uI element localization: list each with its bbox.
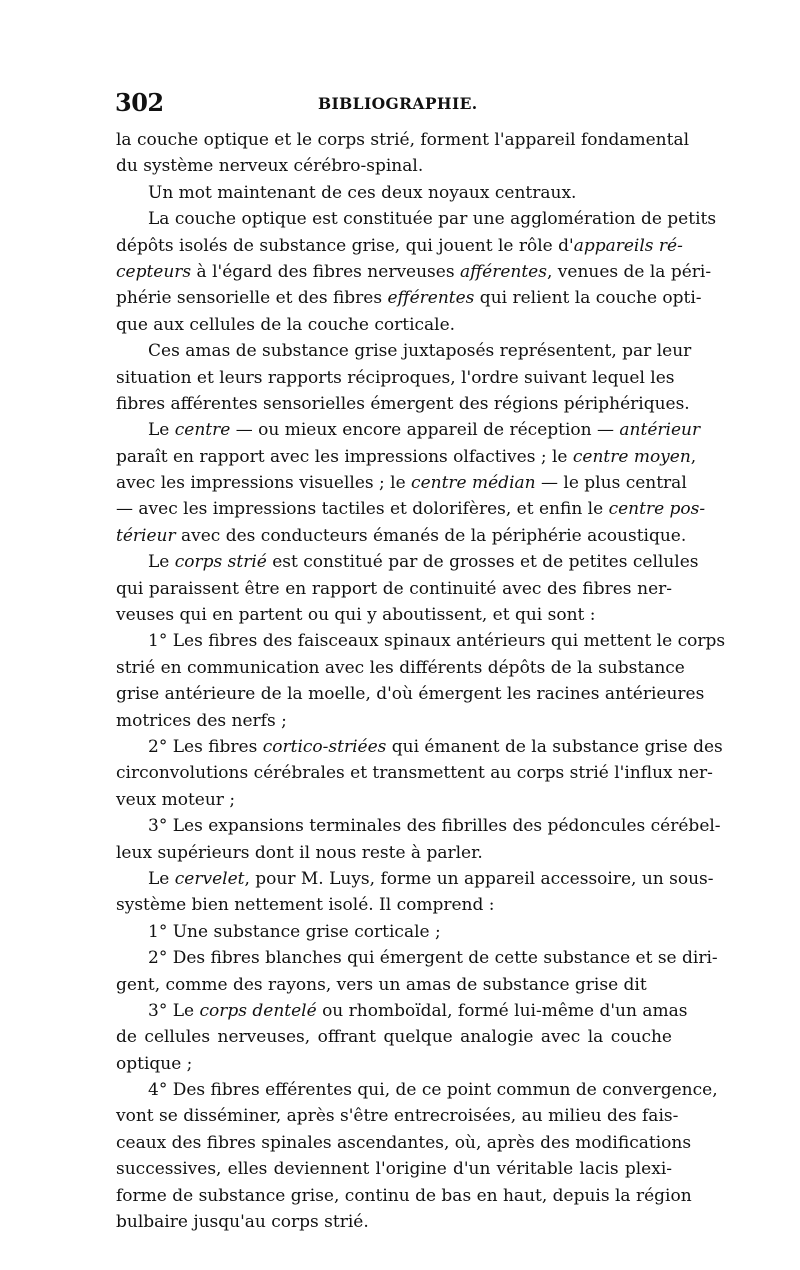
text-run: 2° Les fibres <box>148 736 263 757</box>
text-run: qui paraissent être en rapport de continuité avec des fibres ner- <box>116 578 672 599</box>
italic-text: cortico-striées <box>262 736 387 757</box>
page-header <box>115 88 675 118</box>
text-line <box>116 681 705 707</box>
italic-text: afférentes <box>459 261 547 282</box>
text-run: vont se disséminer, après s'être entrecroisées, au milieu des fais- <box>116 1106 679 1127</box>
italic-text: centre <box>174 420 231 441</box>
text-run: veux moteur ; <box>116 789 236 810</box>
text-run: paraît en rapport avec les impressions olfactives ; le <box>116 446 573 467</box>
italic-text: corps dentelé <box>199 1000 317 1021</box>
text-line <box>116 470 687 496</box>
text-run: 2° Des fibres blanches qui émergent de cette substance et se diri- <box>148 948 718 969</box>
text-run: successives, elles deviennent l'origine d'un véritable lacis plexi- <box>116 1159 672 1180</box>
text-run: , pour M. Luys, forme un appareil accessoire, un sous- <box>244 868 714 889</box>
italic-text: cepteurs <box>116 261 192 282</box>
text-line <box>116 549 699 575</box>
text-line <box>116 259 712 285</box>
text-line <box>116 444 697 470</box>
text-run: — ou mieux encore appareil de réception — <box>230 420 620 441</box>
italic-text: centre moyen <box>572 446 691 467</box>
text-run: fibres afférentes sensorielles émergent des régions périphériques. <box>116 393 690 414</box>
text-line <box>116 523 687 549</box>
text-run: motrices des nerfs ; <box>116 710 287 731</box>
text-run: bulbaire jusqu'au corps strié. <box>116 1212 369 1233</box>
text-line <box>116 972 672 998</box>
text-line <box>116 496 706 522</box>
text-line <box>116 1156 672 1182</box>
text-run: système bien nettement isolé. Il comprend : <box>116 895 495 916</box>
text-line <box>116 312 672 338</box>
text-run: , <box>690 446 697 467</box>
text-line <box>116 628 726 654</box>
text-line <box>116 417 701 443</box>
text-line <box>116 576 672 602</box>
text-line <box>116 285 702 311</box>
text-line <box>116 602 672 628</box>
italic-text: appareils ré- <box>573 235 683 256</box>
text-line <box>116 1024 672 1050</box>
text-run: leux supérieurs dont il nous reste à parler. <box>116 842 483 863</box>
text-run: La couche optique est constituée par une agglomération de petits <box>148 209 717 230</box>
text-run: circonvolutions cérébrales et transmettent au corps strié l'influx ner- <box>116 763 713 784</box>
text-run: Le <box>148 420 175 441</box>
text-run: strié en communication avec les différents dépôts de la substance <box>116 657 685 678</box>
text-line <box>116 365 675 391</box>
text-run: 3° Les expansions terminales des fibrilles des pédoncules cérébel- <box>148 816 721 837</box>
text-line <box>116 998 688 1024</box>
text-run: gent, comme des rayons, vers un amas de substance grise dit <box>116 974 647 995</box>
text-run: situation et leurs rapports réciproques, l'ordre suivant lequel les <box>116 367 675 388</box>
text-run: du système nerveux cérébro-spinal. <box>116 156 424 177</box>
text-line <box>116 1130 692 1156</box>
text-run: Ces amas de substance grise juxtaposés représentent, par leur <box>148 341 692 362</box>
text-run: qui émanent de la substance grise des <box>386 736 723 757</box>
text-run: avec les impressions visuelles ; le <box>116 473 412 494</box>
text-line <box>116 338 692 364</box>
text-run: forme de substance grise, continu de bas en haut, depuis la région <box>116 1185 692 1206</box>
text-run: à l'égard des fibres nerveuses <box>191 261 460 282</box>
text-run: , venues de la péri- <box>546 261 712 282</box>
text-line <box>116 1103 679 1129</box>
text-line <box>116 919 672 945</box>
text-run: — le plus central <box>535 473 687 494</box>
text-run: que aux cellules de la couche corticale. <box>116 314 456 335</box>
italic-text: cervelet <box>174 868 245 889</box>
text-run: est constitué par de grosses et de petites cellules <box>266 552 699 573</box>
text-line <box>116 708 672 734</box>
text-line <box>116 233 683 259</box>
text-line <box>116 734 723 760</box>
text-run: avec des conducteurs émanés de la périphérie acoustique. <box>175 525 687 546</box>
text-run: — avec les impressions tactiles et dolorifères, et enfin le <box>116 499 609 520</box>
text-run: la couche optique et le corps strié, forment l'appareil fondamental <box>116 130 690 150</box>
italic-text: antérieur <box>619 420 701 441</box>
text-line <box>116 813 721 839</box>
text-line <box>116 1051 672 1077</box>
text-line <box>116 760 713 786</box>
text-run: dépôts isolés de substance grise, qui jouent le rôle d' <box>116 235 574 256</box>
italic-text: centre médian <box>411 473 536 494</box>
text-line <box>116 1209 672 1235</box>
text-line <box>116 892 672 918</box>
text-run: ceaux des fibres spinales ascendantes, où, après des modifications <box>116 1132 692 1153</box>
text-run: Un mot maintenant de ces deux noyaux centraux. <box>148 182 577 203</box>
text-run: 1° Les fibres des faisceaux spinaux antérieurs qui mettent le corps <box>148 631 726 652</box>
text-run: veuses qui en partent ou qui y aboutissent, et qui sont : <box>116 605 596 626</box>
text-line <box>116 127 690 153</box>
italic-text: térieur <box>116 525 176 546</box>
text-line <box>116 866 714 892</box>
text-run: Le <box>148 868 175 889</box>
italic-text: efférentes <box>387 288 475 309</box>
text-line <box>116 391 690 417</box>
running-title: BIBLIOGRAPHIE. <box>318 94 478 113</box>
page-number: 302 <box>115 88 164 117</box>
text-run: 1° Une substance grise corticale ; <box>148 921 441 942</box>
text-run: de cellules nerveuses, offrant quelque analogie avec la couche <box>116 1027 672 1048</box>
text-line <box>116 787 672 813</box>
text-run: qui relient la couche opti- <box>474 288 702 309</box>
text-run: 4° Des fibres efférentes qui, de ce point commun de convergence, <box>148 1080 718 1101</box>
text-line <box>116 206 717 232</box>
text-line <box>116 840 672 866</box>
text-run: 3° Le <box>148 1000 200 1021</box>
text-line <box>116 1183 692 1209</box>
text-line <box>116 180 672 206</box>
text-run: ou rhomboïdal, formé lui-même d'un amas <box>316 1000 688 1021</box>
text-line <box>116 945 718 971</box>
italic-text: corps strié <box>174 552 267 573</box>
text-run: phérie sensorielle et des fibres <box>116 288 388 309</box>
text-run: grise antérieure de la moelle, d'où émergent les racines antérieures <box>116 684 705 705</box>
italic-text: centre pos- <box>608 499 706 520</box>
text-line <box>116 1077 718 1103</box>
text-run: optique ; <box>116 1053 193 1074</box>
text-line <box>116 655 685 681</box>
text-run: Le <box>148 552 175 573</box>
body-text <box>116 127 726 1235</box>
text-line <box>116 153 672 179</box>
